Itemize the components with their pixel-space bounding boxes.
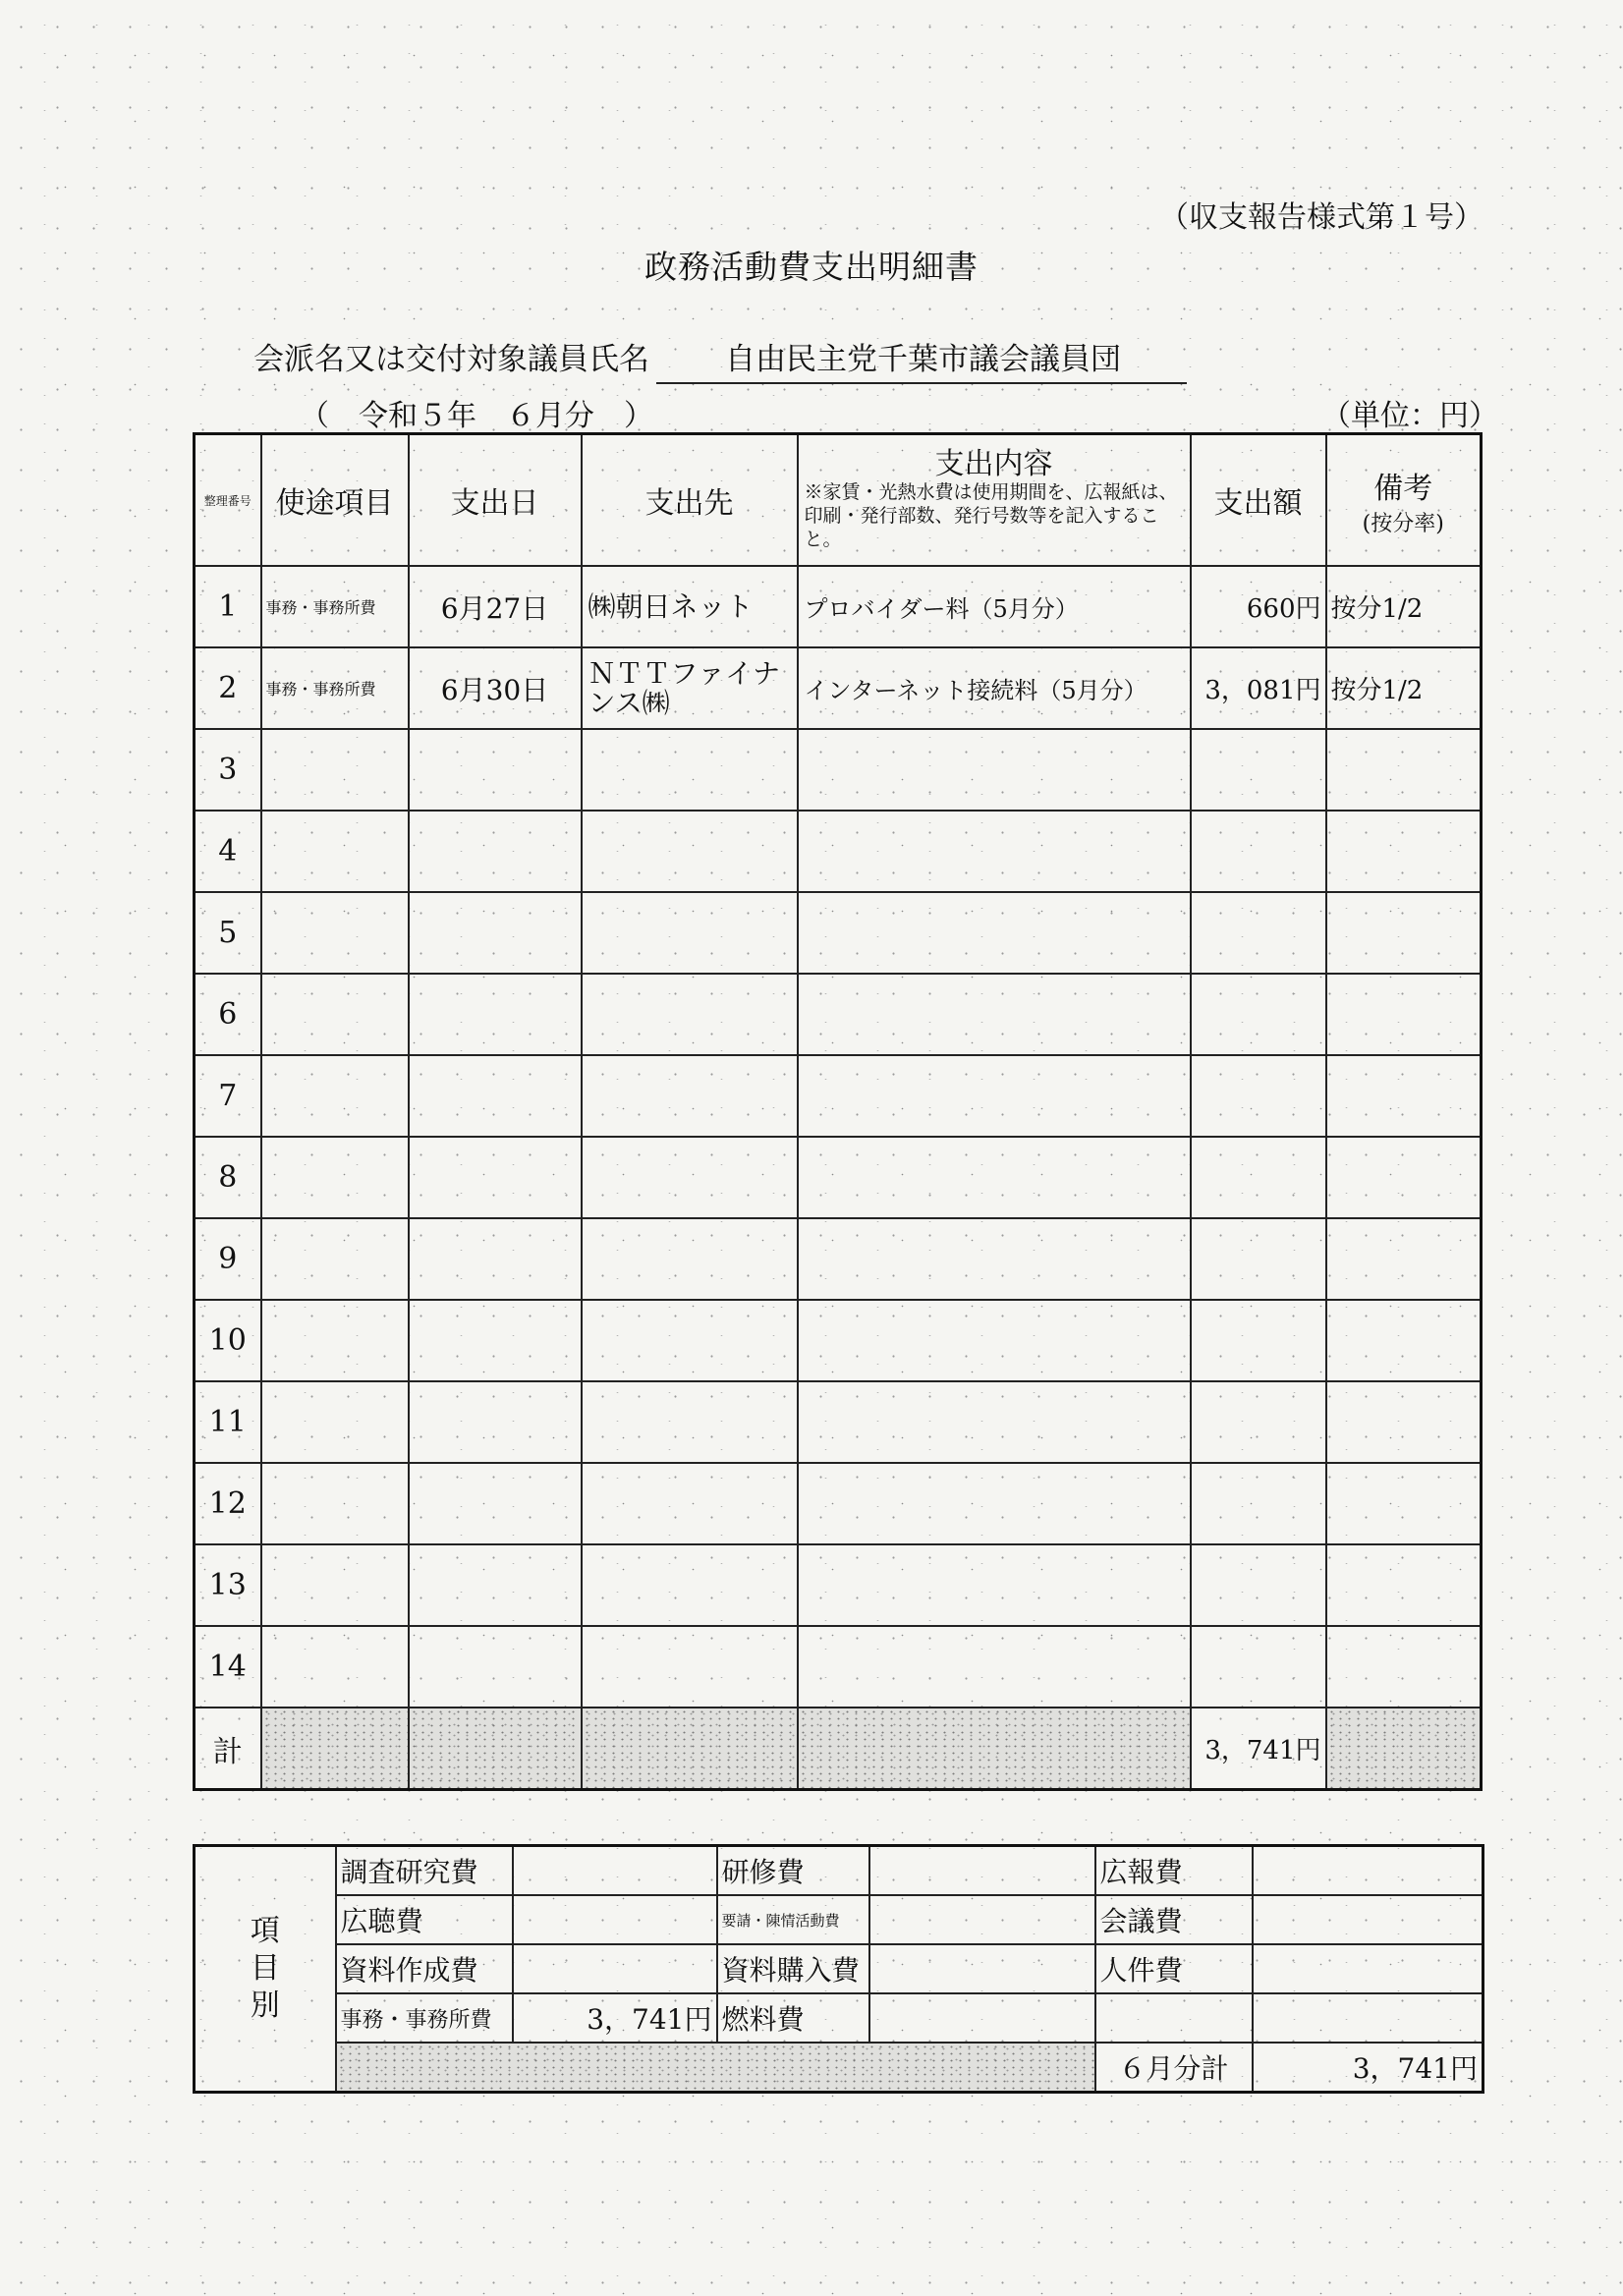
table-row bbox=[195, 729, 1482, 811]
summary-category-value bbox=[1253, 1846, 1483, 1896]
row-payee bbox=[582, 1137, 798, 1218]
summary-category-value bbox=[513, 1944, 717, 1993]
row-number: 4 bbox=[195, 811, 261, 892]
table-row bbox=[195, 1218, 1482, 1300]
summary-category-value bbox=[1253, 1944, 1483, 1993]
row-remarks bbox=[1326, 1626, 1482, 1708]
table-row bbox=[195, 647, 1482, 729]
row-amount: 660円 bbox=[1191, 566, 1326, 647]
row-number: 12 bbox=[195, 1463, 261, 1544]
period-label: （ 令和５年 ６月分 ） bbox=[300, 399, 653, 433]
row-date bbox=[409, 1137, 582, 1218]
table-row bbox=[195, 974, 1482, 1055]
row-category bbox=[261, 1300, 409, 1381]
row-category bbox=[261, 892, 409, 974]
faction-label: 会派名又は交付対象議員氏名 bbox=[253, 342, 649, 377]
summary-category-value bbox=[869, 1846, 1095, 1896]
row-category bbox=[261, 974, 409, 1055]
col-header-category: 使途項目 bbox=[261, 434, 409, 567]
row-date bbox=[409, 1381, 582, 1463]
blank-cell bbox=[336, 2043, 1095, 2093]
summary-category-value bbox=[513, 1846, 717, 1896]
summary-category-label: 広聴費 bbox=[336, 1895, 513, 1944]
col-header-payee: 支出先 bbox=[582, 434, 798, 567]
summary-category-label: 人件費 bbox=[1095, 1944, 1253, 1993]
row-date bbox=[409, 1463, 582, 1544]
summary-category-label: 資料購入費 bbox=[717, 1944, 869, 1993]
row-payee bbox=[582, 811, 798, 892]
row-category bbox=[261, 1626, 409, 1708]
row-description bbox=[798, 1463, 1191, 1544]
summary-category-value bbox=[869, 1895, 1095, 1944]
month-total-row bbox=[195, 2043, 1483, 2093]
row-remarks bbox=[1326, 811, 1482, 892]
table-row bbox=[195, 1381, 1482, 1463]
expense-table bbox=[193, 432, 1483, 1791]
row-payee: ㈱朝日ネット bbox=[582, 566, 798, 647]
summary-category-value bbox=[869, 1993, 1095, 2043]
row-date: 6月30日 bbox=[409, 647, 582, 729]
row-payee bbox=[582, 1381, 798, 1463]
table-header-row bbox=[195, 434, 1482, 567]
row-remarks bbox=[1326, 974, 1482, 1055]
blank-cell bbox=[1326, 1708, 1482, 1790]
col-header-date: 支出日 bbox=[409, 434, 582, 567]
row-number: 3 bbox=[195, 729, 261, 811]
row-description bbox=[798, 1544, 1191, 1626]
summary-row bbox=[195, 1895, 1483, 1944]
row-remarks bbox=[1326, 892, 1482, 974]
row-number: 14 bbox=[195, 1626, 261, 1708]
row-payee bbox=[582, 1055, 798, 1137]
col-header-remarks-title: 備考 bbox=[1373, 471, 1433, 506]
summary-category-label: 研修費 bbox=[717, 1846, 869, 1896]
total-amount: 3，741円 bbox=[1191, 1708, 1326, 1790]
row-category bbox=[261, 1137, 409, 1218]
col-header-no: 整理番号 bbox=[195, 434, 261, 567]
col-header-content bbox=[798, 434, 1191, 567]
table-row bbox=[195, 1137, 1482, 1218]
row-payee bbox=[582, 729, 798, 811]
row-remarks bbox=[1326, 1463, 1482, 1544]
row-category bbox=[261, 1463, 409, 1544]
faction-value: 自由民主党千葉市議会議員団 bbox=[656, 334, 1187, 384]
row-number: 6 bbox=[195, 974, 261, 1055]
row-number: 1 bbox=[195, 566, 261, 647]
month-total-value: 3，741円 bbox=[1253, 2043, 1483, 2093]
row-amount bbox=[1191, 1300, 1326, 1381]
col-header-content-note: ※家賃・光熱水費は使用期間を、広報紙は、印刷・発行部数、発行号数等を記入すること。 bbox=[804, 481, 1178, 550]
summary-category-label: 広報費 bbox=[1095, 1846, 1253, 1896]
row-number: 13 bbox=[195, 1544, 261, 1626]
row-description bbox=[798, 1137, 1191, 1218]
row-description bbox=[798, 1626, 1191, 1708]
row-date bbox=[409, 1218, 582, 1300]
row-date bbox=[409, 1626, 582, 1708]
row-description bbox=[798, 1055, 1191, 1137]
total-row bbox=[195, 1708, 1482, 1790]
row-remarks: 按分1/2 bbox=[1326, 647, 1482, 729]
col-header-content-title: 支出内容 bbox=[934, 447, 1053, 481]
row-description bbox=[798, 1300, 1191, 1381]
row-payee bbox=[582, 892, 798, 974]
row-amount bbox=[1191, 1137, 1326, 1218]
row-category bbox=[261, 1055, 409, 1137]
row-number: 7 bbox=[195, 1055, 261, 1137]
row-payee bbox=[582, 1463, 798, 1544]
row-amount bbox=[1191, 1626, 1326, 1708]
document-title: 政務活動費支出明細書 bbox=[644, 248, 979, 286]
row-date bbox=[409, 729, 582, 811]
table-row bbox=[195, 811, 1482, 892]
row-date bbox=[409, 1544, 582, 1626]
row-amount bbox=[1191, 1381, 1326, 1463]
row-amount: 3，081円 bbox=[1191, 647, 1326, 729]
summary-category-label: 燃料費 bbox=[717, 1993, 869, 2043]
total-label: 計 bbox=[195, 1708, 261, 1790]
row-description bbox=[798, 974, 1191, 1055]
row-category: 事務・事務所費 bbox=[261, 647, 409, 729]
row-date bbox=[409, 1055, 582, 1137]
row-description bbox=[798, 729, 1191, 811]
row-number: 11 bbox=[195, 1381, 261, 1463]
row-amount bbox=[1191, 729, 1326, 811]
summary-row bbox=[195, 1944, 1483, 1993]
row-amount bbox=[1191, 892, 1326, 974]
row-remarks bbox=[1326, 729, 1482, 811]
row-payee bbox=[582, 974, 798, 1055]
row-remarks: 按分1/2 bbox=[1326, 566, 1482, 647]
row-amount bbox=[1191, 1544, 1326, 1626]
summary-category-value bbox=[1253, 1895, 1483, 1944]
summary-side-label: 項 目 別 bbox=[195, 1846, 336, 2093]
row-amount bbox=[1191, 1218, 1326, 1300]
col-header-remarks-sub: (按分率) bbox=[1362, 511, 1444, 536]
row-amount bbox=[1191, 1463, 1326, 1544]
row-amount bbox=[1191, 1055, 1326, 1137]
form-number: （収支報告様式第１号） bbox=[1159, 200, 1483, 235]
row-remarks bbox=[1326, 1544, 1482, 1626]
summary-category-value bbox=[869, 1944, 1095, 1993]
row-remarks bbox=[1326, 1381, 1482, 1463]
col-header-remarks bbox=[1326, 434, 1482, 567]
summary-row bbox=[195, 1993, 1483, 2043]
month-total-label: ６月分計 bbox=[1095, 2043, 1253, 2093]
row-description bbox=[798, 811, 1191, 892]
table-row bbox=[195, 1300, 1482, 1381]
summary-category-label: 資料作成費 bbox=[336, 1944, 513, 1993]
row-payee: ＮＴＴファイナンス㈱ bbox=[582, 647, 798, 729]
blank-cell bbox=[261, 1708, 409, 1790]
summary-category-label bbox=[1095, 1993, 1253, 2043]
row-remarks bbox=[1326, 1218, 1482, 1300]
summary-row bbox=[195, 1846, 1483, 1896]
summary-category-label: 事務・事務所費 bbox=[336, 1993, 513, 2043]
table-row bbox=[195, 1626, 1482, 1708]
row-amount bbox=[1191, 811, 1326, 892]
summary-category-label: 要請・陳情活動費 bbox=[717, 1895, 869, 1944]
row-payee bbox=[582, 1544, 798, 1626]
row-category bbox=[261, 1218, 409, 1300]
blank-cell bbox=[798, 1708, 1191, 1790]
table-row bbox=[195, 1544, 1482, 1626]
summary-category-label: 会議費 bbox=[1095, 1895, 1253, 1944]
row-payee bbox=[582, 1626, 798, 1708]
row-remarks bbox=[1326, 1055, 1482, 1137]
row-number: 2 bbox=[195, 647, 261, 729]
category-summary-table bbox=[193, 1844, 1484, 2094]
summary-category-value bbox=[513, 1895, 717, 1944]
col-header-amount: 支出額 bbox=[1191, 434, 1326, 567]
row-number: 8 bbox=[195, 1137, 261, 1218]
row-payee bbox=[582, 1300, 798, 1381]
row-date bbox=[409, 1300, 582, 1381]
row-category: 事務・事務所費 bbox=[261, 566, 409, 647]
table-row bbox=[195, 566, 1482, 647]
row-description bbox=[798, 892, 1191, 974]
row-number: 10 bbox=[195, 1300, 261, 1381]
row-remarks bbox=[1326, 1300, 1482, 1381]
row-date: 6月27日 bbox=[409, 566, 582, 647]
table-row bbox=[195, 1463, 1482, 1544]
blank-cell bbox=[582, 1708, 798, 1790]
row-amount bbox=[1191, 974, 1326, 1055]
table-row bbox=[195, 1055, 1482, 1137]
unit-label: （単位：円） bbox=[1321, 399, 1498, 433]
blank-cell bbox=[409, 1708, 582, 1790]
table-row bbox=[195, 892, 1482, 974]
row-payee bbox=[582, 1218, 798, 1300]
row-description: プロバイダー料（5月分） bbox=[798, 566, 1191, 647]
row-date bbox=[409, 811, 582, 892]
row-number: 9 bbox=[195, 1218, 261, 1300]
row-category bbox=[261, 729, 409, 811]
row-description: インターネット接続料（5月分） bbox=[798, 647, 1191, 729]
row-date bbox=[409, 974, 582, 1055]
row-date bbox=[409, 892, 582, 974]
summary-category-label: 調査研究費 bbox=[336, 1846, 513, 1896]
row-category bbox=[261, 811, 409, 892]
row-number: 5 bbox=[195, 892, 261, 974]
row-remarks bbox=[1326, 1137, 1482, 1218]
summary-category-value bbox=[1253, 1993, 1483, 2043]
row-description bbox=[798, 1218, 1191, 1300]
row-description bbox=[798, 1381, 1191, 1463]
row-category bbox=[261, 1544, 409, 1626]
summary-category-value: 3，741円 bbox=[513, 1993, 717, 2043]
row-category bbox=[261, 1381, 409, 1463]
